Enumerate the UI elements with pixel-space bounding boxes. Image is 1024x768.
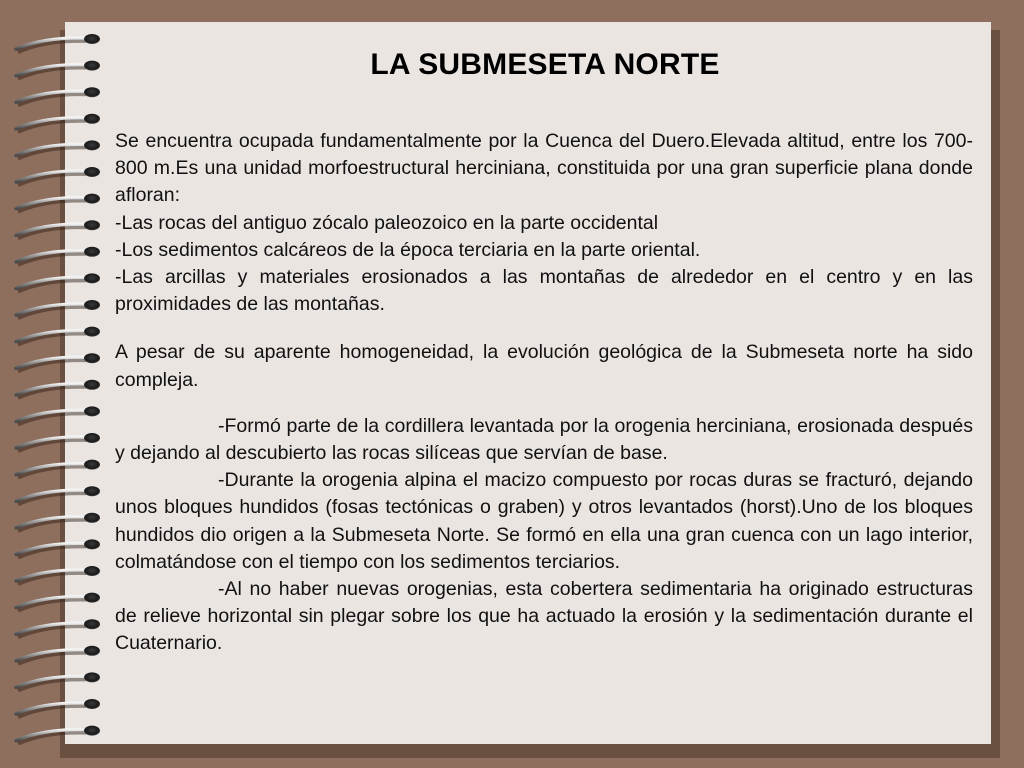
binding-ring [16, 406, 100, 424]
bullet-item-rocks: -Las rocas del antiguo zócalo paleozoico en la parte occidental [115, 211, 659, 234]
step-paragraph-alpine: -Durante la orogenia alpina el macizo compuesto por rocas duras se fracturó, dejando unos bloques hundidos (fosas tectónicas o graben) y otros levantados (horst).Uno de los bloques hundidos dio origen a la Submeseta Norte. Se formó en ella una gran cuenca con un lago interior, colmatándose con el tiempo con los sedimentos terciarios. [115, 469, 973, 573]
slide-title: LA SUBMESETA NORTE [370, 48, 720, 81]
binding-ring [16, 486, 100, 504]
binding-ring [16, 566, 100, 584]
binding-ring [16, 353, 100, 371]
spacer [115, 318, 973, 339]
binding-ring [16, 273, 100, 291]
binding-ring [16, 140, 100, 158]
spacer [115, 394, 973, 413]
binding-ring [16, 513, 100, 531]
bullet-item-clays: -Las arcillas y materiales erosionados a las montañas de alrededor en el centro y en las proximidades de las montañas. [115, 266, 973, 316]
binding-ring [16, 699, 100, 717]
binding-ring [16, 380, 100, 398]
binding-ring [16, 433, 100, 451]
binding-ring [16, 300, 100, 318]
intro-paragraph: Se encuentra ocupada fundamentalmente por la Cuenca del Duero.Elevada altitud, entre los 700-800 m.Es una unidad morfoestructural herciniana, constituida por una gran superficie plana donde afloran: [115, 130, 973, 207]
binding-ring [16, 539, 100, 557]
binding-ring [16, 619, 100, 637]
binding-ring [16, 726, 100, 744]
bullet-item-sediments: -Los sedimentos calcáreos de la época terciaria en la parte oriental. [115, 238, 701, 261]
binding-ring [16, 194, 100, 212]
binding-ring [16, 593, 100, 611]
spiral-binding-icon [0, 30, 120, 750]
binding-ring [16, 460, 100, 478]
binding-ring [16, 167, 100, 185]
binding-ring [16, 114, 100, 132]
evolution-paragraph: A pesar de su aparente homogeneidad, la evolución geológica de la Submeseta norte ha sido compleja. [115, 341, 973, 391]
binding-ring [16, 87, 100, 105]
slide-body [115, 128, 973, 658]
step-paragraph-sedimentary: -Al no haber nuevas orogenias, esta cobertera sedimentaria ha originado estructuras de relieve horizontal sin plegar sobre los que ha actuado la erosión y la sedimentación durante el Cuaternario. [115, 578, 973, 655]
binding-ring [16, 220, 100, 238]
binding-ring [16, 646, 100, 664]
binding-ring [16, 327, 100, 345]
binding-ring [16, 247, 100, 265]
step-paragraph-hercynian: -Formó parte de la cordillera levantada por la orogenia herciniana, erosionada después y dejando al descubierto las rocas silíceas que servían de base. [115, 414, 973, 465]
binding-ring [16, 672, 100, 690]
